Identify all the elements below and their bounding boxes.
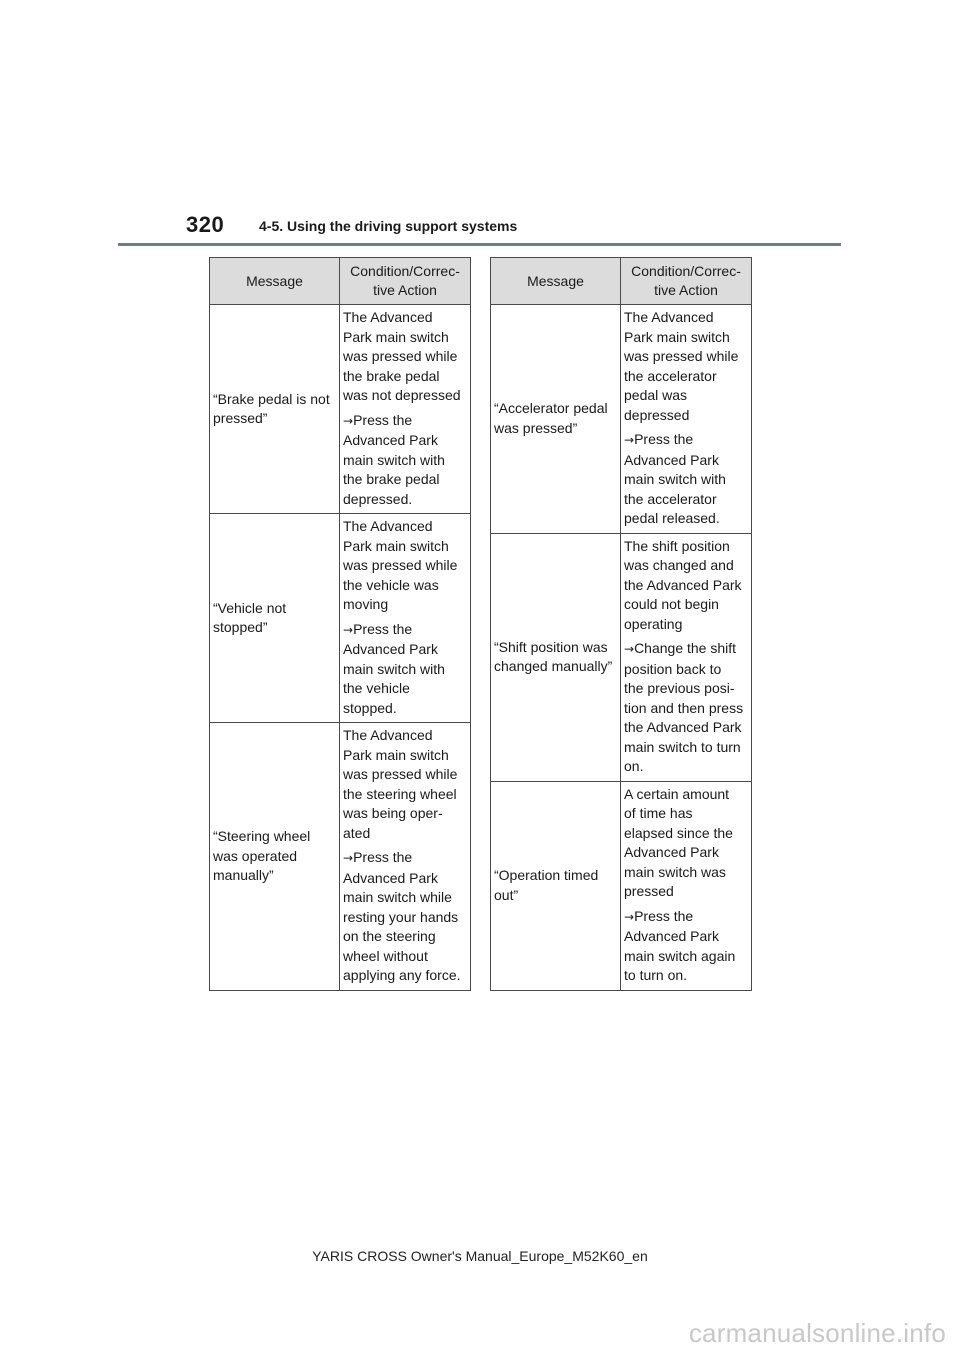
condition-column-header: Condition/Correc- tive Action [340, 258, 471, 305]
corrective-action-text [624, 430, 748, 529]
text-line: was operated [213, 847, 298, 864]
text-line: the accelerator [624, 367, 717, 384]
text-line: Press the [634, 907, 694, 924]
text-line: main switch with [624, 471, 726, 487]
text-line: depressed [624, 406, 690, 423]
text-line: stopped” [213, 619, 268, 635]
text-line: “Operation timed [494, 867, 599, 883]
text-line: ated [343, 824, 371, 841]
condition-text [624, 785, 748, 902]
condition-text [624, 308, 748, 425]
condition-action-cell [340, 723, 471, 991]
text-line: Park main switch [343, 537, 449, 554]
message-table-left [209, 257, 471, 991]
text-line: was being oper- [343, 805, 443, 821]
text-line: of time has [624, 805, 693, 821]
corrective-action-text [624, 907, 748, 986]
text-line: Park main switch [343, 746, 449, 763]
message-cell [491, 533, 621, 781]
message-cell [210, 305, 340, 514]
header-rule [118, 243, 841, 246]
text-line: The Advanced [343, 309, 433, 325]
text-line: main switch with [343, 451, 445, 468]
text-line: manually” [213, 867, 274, 883]
text-line: Advanced Park [343, 432, 438, 448]
text-line: pressed” [213, 410, 268, 426]
message-cell [210, 514, 340, 723]
message-cell [491, 781, 621, 990]
watermark: carmanualsonline.info [688, 1318, 946, 1348]
text-line: was changed and [624, 557, 734, 573]
text-line: was not depressed [343, 387, 461, 403]
text-line: tion and then press [624, 699, 744, 716]
arrow-icon: → [343, 851, 354, 865]
footer-manual-title: YARIS CROSS Owner's Manual_Europe_M52K60_en [312, 1248, 648, 1264]
text-line: the steering wheel [343, 785, 457, 802]
text-line: the Advanced Park [624, 576, 742, 593]
text-line: Park main switch [624, 328, 730, 345]
condition-action-cell [621, 781, 752, 990]
text-line: Press the [353, 411, 413, 428]
condition-text [624, 537, 748, 635]
text-line: the Advanced Park [624, 719, 742, 735]
text-line: main switch again [624, 947, 736, 964]
text-line: The Advanced [624, 309, 714, 325]
text-line: on the steering [343, 928, 436, 944]
corrective-action-text [343, 620, 467, 719]
text-line: Advanced Park [624, 451, 719, 468]
text-line: applying any force. [343, 967, 461, 983]
message-column-header: Message [491, 258, 621, 305]
text-line: main switch with [343, 660, 445, 677]
arrow-icon: → [624, 642, 635, 656]
message-table-right [490, 257, 752, 991]
text-line: Advanced Park [624, 928, 719, 944]
table-row [491, 781, 752, 990]
text-line: was pressed” [494, 419, 578, 436]
table-row [491, 533, 752, 781]
text-line: “Brake pedal is not [213, 390, 330, 407]
text-line: pressed [624, 883, 674, 899]
arrow-icon: → [343, 622, 354, 637]
text-line: elapsed since the [624, 824, 733, 841]
text-line: the vehicle was [343, 576, 439, 593]
arrow-icon: → [624, 433, 635, 447]
arrow-icon: → [624, 909, 635, 924]
text-line: depressed. [343, 490, 413, 507]
table-row [210, 514, 471, 723]
text-line: Change the shift [634, 640, 737, 656]
text-line: A certain amount [624, 785, 730, 802]
text-line: pedal was [624, 387, 688, 403]
condition-action-cell [621, 533, 752, 781]
text-line: operating [624, 615, 683, 632]
table-header-row [210, 258, 471, 305]
message-cell [210, 723, 340, 991]
message-column-header: Message [210, 258, 340, 305]
table-row [210, 723, 471, 991]
section-title: 4-5. Using the driving support systems [259, 218, 518, 234]
text-line: the brake pedal [343, 367, 440, 384]
text-line: main switch to turn [624, 738, 741, 755]
text-line: was pressed while [343, 766, 458, 782]
condition-text [343, 308, 467, 406]
text-line: was pressed while [624, 348, 739, 364]
text-line: wheel without [343, 947, 428, 964]
text-line: the previous posi- [624, 680, 735, 696]
text-line: Press the [634, 431, 694, 447]
text-line: Advanced Park [624, 844, 719, 860]
text-line: out” [494, 886, 519, 903]
text-line: was pressed while [343, 557, 458, 573]
text-line: the accelerator [624, 490, 717, 507]
text-line: main switch was [624, 863, 726, 880]
text-line: moving [343, 596, 389, 612]
message-cell [491, 305, 621, 534]
text-line: main switch while [343, 889, 452, 905]
table-header-row [491, 258, 752, 305]
text-line: was pressed while [343, 348, 458, 364]
corrective-action-text [624, 639, 748, 777]
condition-column-header: Condition/Correc- tive Action [621, 258, 752, 305]
corrective-action-text [343, 411, 467, 510]
text-line: position back to [624, 660, 722, 677]
condition-text [343, 726, 467, 843]
condition-text [343, 517, 467, 615]
text-line: Press the [353, 620, 413, 637]
text-line: resting your hands [343, 908, 459, 925]
text-line: The shift position [624, 537, 730, 554]
table-row [491, 305, 752, 534]
text-line: “Accelerator pedal [494, 400, 608, 417]
text-line: Advanced Park [343, 641, 438, 657]
text-line: Press the [353, 849, 413, 865]
text-line: changed manually” [494, 658, 613, 674]
text-line: “Steering wheel [213, 828, 311, 844]
text-line: “Shift position was [494, 638, 608, 655]
text-line: The Advanced [343, 727, 433, 743]
condition-action-cell [340, 514, 471, 723]
text-line: to turn on. [624, 967, 688, 983]
text-line: Park main switch [343, 328, 449, 345]
corrective-action-text [343, 848, 467, 986]
text-line: the brake pedal [343, 471, 440, 487]
text-line: “Vehicle not [213, 599, 287, 616]
text-line: Advanced Park [343, 869, 438, 886]
arrow-icon: → [343, 413, 354, 428]
text-line: pedal released. [624, 510, 720, 526]
condition-action-cell [621, 305, 752, 534]
text-line: on. [624, 758, 644, 774]
text-line: the vehicle [343, 680, 410, 696]
page-number: 320 [186, 212, 225, 237]
table-row [210, 305, 471, 514]
text-line: The Advanced [343, 518, 433, 534]
text-line: stopped. [343, 699, 397, 716]
condition-action-cell [340, 305, 471, 514]
text-line: could not begin [624, 596, 719, 612]
